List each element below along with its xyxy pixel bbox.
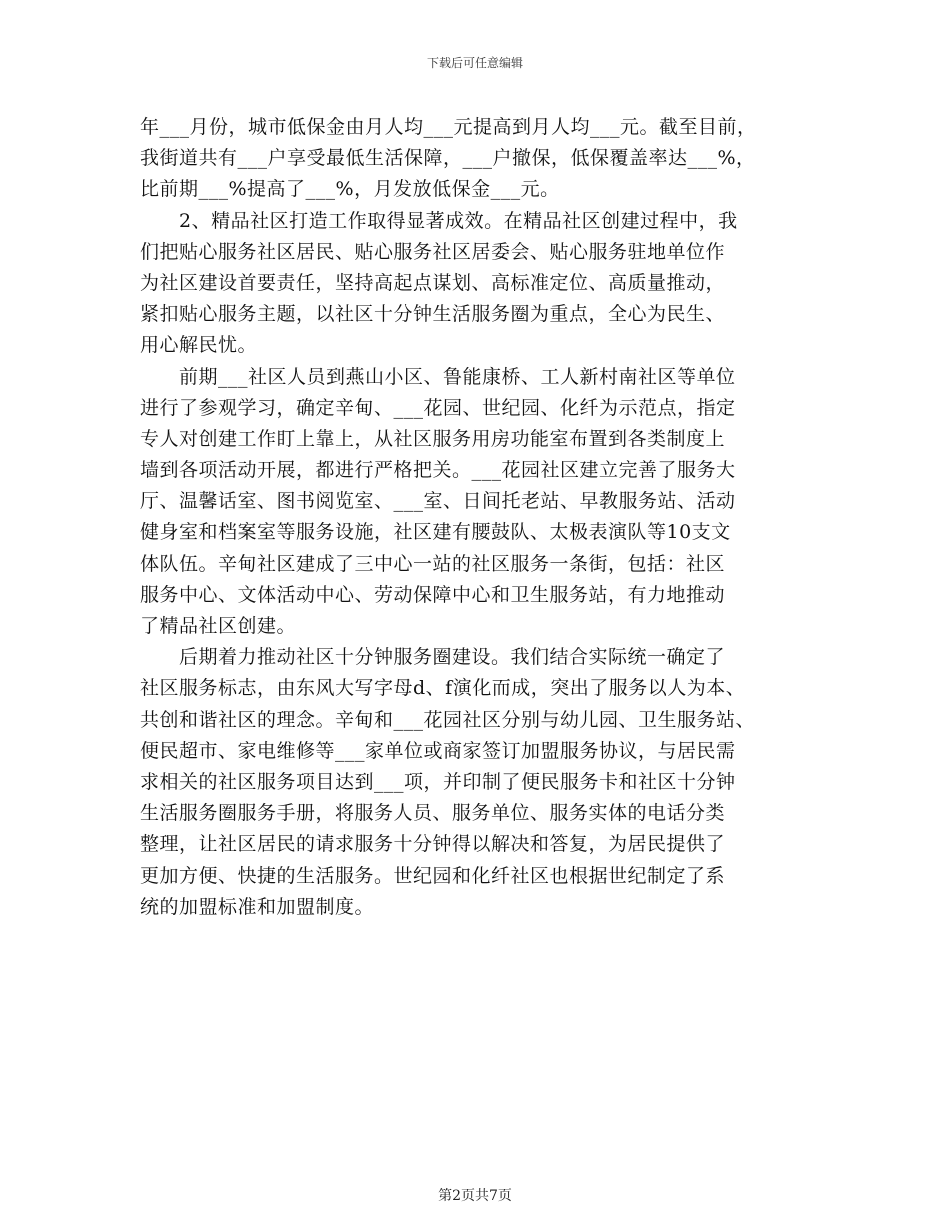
text-line: 进行了参观学习，确定辛甸、___花园、世纪园、化纤为示范点，指定 — [140, 396, 736, 419]
text-line: 为社区建设首要责任，坚持高起点谋划、高标准定位、高质量推动， — [140, 271, 726, 294]
text-line: 前期___社区人员到燕山小区、鲁能康桥、工人新村南社区等单位 — [140, 365, 736, 388]
text-line: 统的加盟标准和加盟制度。 — [140, 895, 375, 918]
text-line: 生活服务圈服务手册，将服务人员、服务单位、服务实体的电话分类 — [140, 802, 726, 825]
text-line: 社区服务标志，由东风大写字母d、f演化而成，突出了服务以人为本、 — [140, 677, 746, 700]
text-line: 体队伍。辛甸社区建成了三中心一站的社区服务一条街，包括：社区 — [140, 552, 726, 575]
text-line: 厅、温馨话室、图书阅览室、___室、日间托老站、早教服务站、活动 — [140, 490, 736, 513]
text-line: 整理，让社区居民的请求服务十分钟得以解决和答复，为居民提供了 — [140, 833, 726, 856]
text-line: 墙到各项活动开展，都进行严格把关。___花园社区建立完善了服务大 — [140, 459, 736, 482]
text-line: 紧扣贴心服务主题，以社区十分钟生活服务圈为重点，全心为民生、 — [140, 303, 726, 326]
text-line: 年___月份，城市低保金由月人均___元提高到月人均___元。截至目前， — [140, 116, 757, 138]
text-line: 便民超市、家电维修等___家单位或商家签订加盟服务协议，与居民需 — [140, 739, 736, 762]
text-line: 们把贴心服务社区居民、贴心服务社区居委会、贴心服务驻地单位作 — [140, 240, 726, 263]
text-line: 健身室和档案室等服务设施，社区建有腰鼓队、太极表演队等10支文 — [140, 521, 731, 544]
text-line: 求相关的社区服务项目达到___项，并印制了便民服务卡和社区十分钟 — [140, 770, 736, 793]
text-line: 2、精品社区打造工作取得显著成效。在精品社区创建过程中，我 — [140, 209, 738, 232]
page-footer: 第2页共7页 — [438, 1188, 512, 1204]
text-line: 比前期___%提高了___%，月发放低保金___元。 — [140, 178, 560, 201]
text-line: 了精品社区创建。 — [140, 615, 297, 637]
text-line: 共创和谐社区的理念。辛甸和___花园社区分别与幼儿园、卫生服务站、 — [140, 708, 756, 731]
text-line: 服务中心、文体活动中心、劳动保障中心和卫生服务站，有力地推动 — [140, 583, 726, 606]
text-line: 更加方便、快捷的生活服务。世纪园和化纤社区也根据世纪制定了系 — [140, 864, 726, 887]
text-line: 我街道共有___户享受最低生活保障，___户撤保，低保覆盖率达___%， — [140, 147, 756, 170]
text-line: 专人对创建工作盯上靠上，从社区服务用房功能室布置到各类制度上 — [140, 427, 726, 450]
document-body — [140, 112, 820, 923]
text-line: 后期着力推动社区十分钟服务圈建设。我们结合实际统一确定了 — [140, 646, 726, 669]
page-header: 下载后可任意编辑 — [426, 56, 523, 70]
text-line: 用心解民忧。 — [140, 334, 258, 357]
